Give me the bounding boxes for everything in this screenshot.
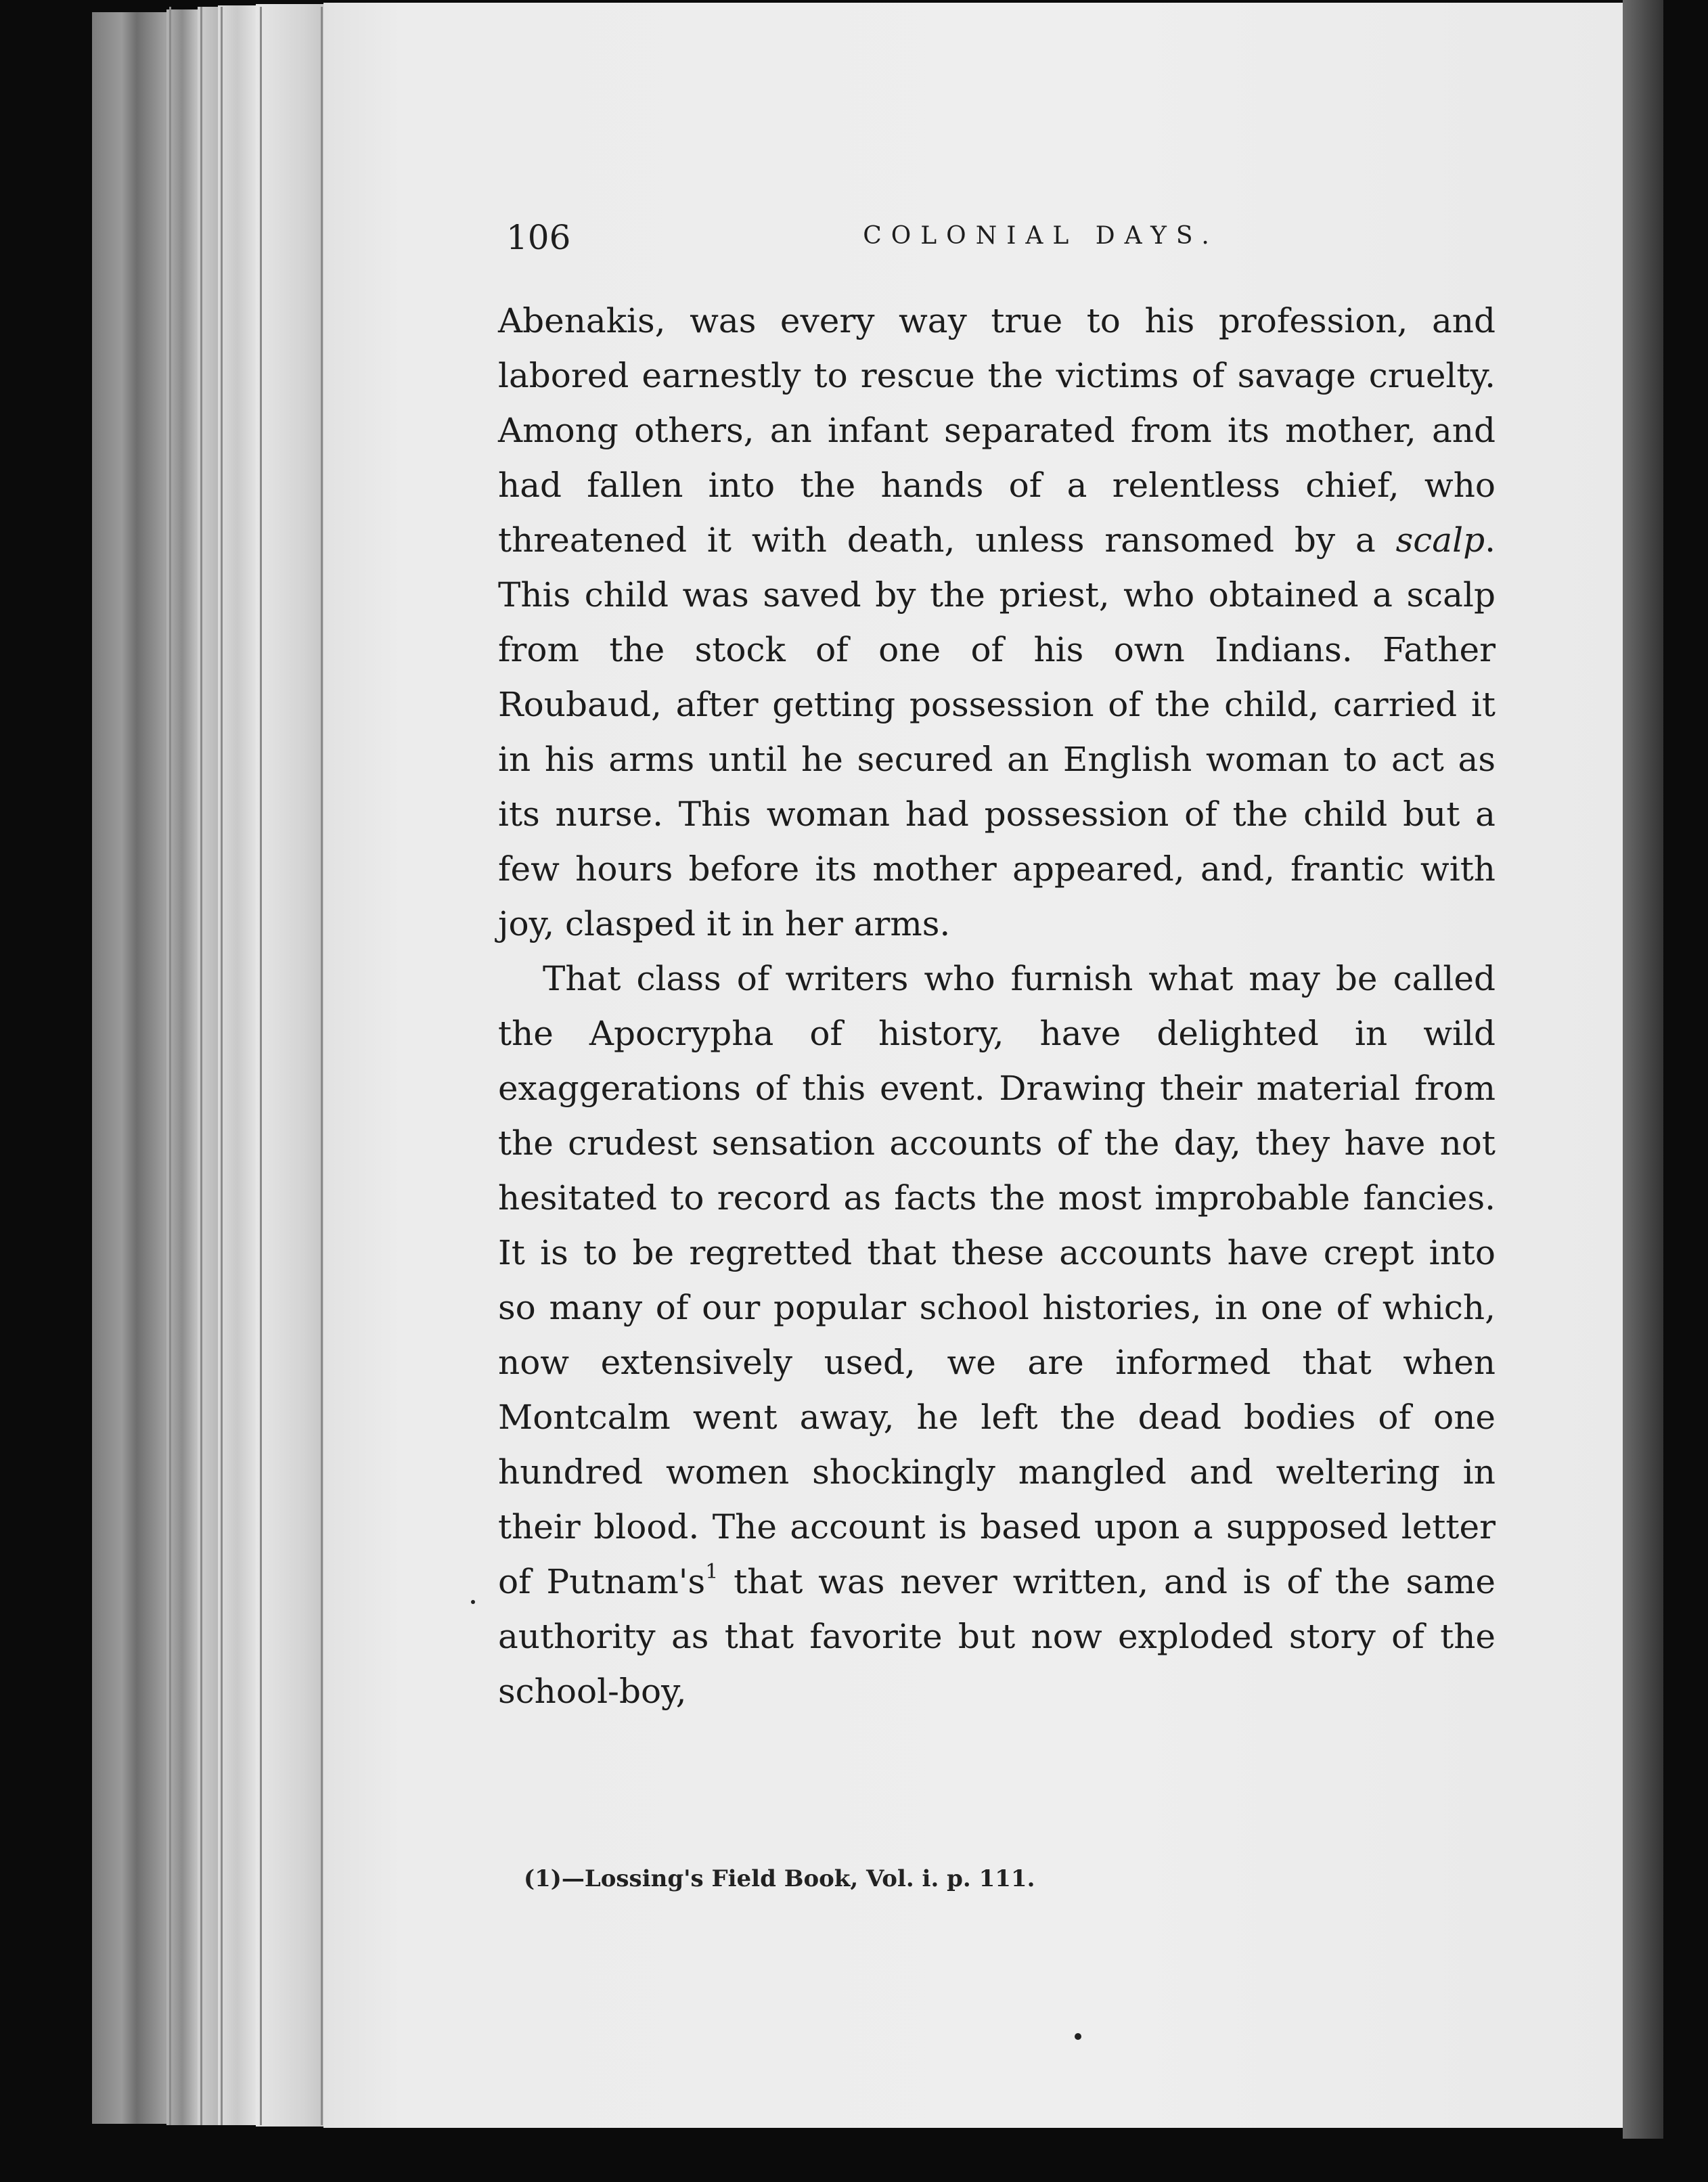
page-right-shadow (1623, 0, 1663, 2139)
page-edge-line (221, 7, 223, 2125)
book-page (323, 3, 1623, 2128)
page-edge-line (321, 7, 323, 2125)
italic-word-scalp: scalp (1395, 520, 1485, 560)
paragraph-1 (498, 294, 1496, 952)
paragraph-1-text: Abenakis, was every way true to his profession, and labored earnestly to rescue the victims of savage cruelty. Among others, an infant separated from its mother, and had fallen into the hands of a relentless chief, who threatened it with death, unless ransomed by a (498, 301, 1496, 560)
page-edge-line (260, 7, 262, 2125)
paragraph-1-text-continued: . This child was saved by the priest, who obtained a scalp from the stock of one of his own Indians. Father Roubaud, after getting possession of the child, carried it in his arms until he secured an English woman to act as its nurse. This woman had possession of the child but a few hours before its mother appeared, and, frantic with joy, clasped it in her arms. (498, 520, 1496, 943)
paragraph-2-text: That class of writers who furnish what may be called the Apocrypha of history, have delighted in wild exaggerations of this event. Drawing their material from the crudest sensation accounts of the day, they have not hesitated to record as facts the most improbable fancies. It is to be regretted that these accounts have crept into so many of our popular school histories, in one of which, now extensively used, we are informed that when Montcalm went away, he left the dead bodies of one hundred women shockingly mangled and weltering in their blood. The account is based upon a supposed letter of Putnam's (498, 959, 1496, 1601)
body-text (498, 294, 1496, 1719)
footnote: (1)—Lossing's Field Book, Vol. i. p. 111. (524, 1865, 1035, 1892)
print-speck (471, 1600, 475, 1604)
footnote-reference: 1 (705, 1560, 719, 1584)
page-edge-stack (92, 12, 166, 2124)
page-header (506, 218, 1562, 272)
page-edge-line (169, 7, 171, 2125)
page-edge-stack (256, 4, 323, 2127)
print-speck (1075, 2033, 1081, 2040)
paragraph-2-text-continued: that was never written, and is of the same authority as that favorite but now exploded story of the school-boy, (498, 1562, 1496, 1711)
running-head: COLONIAL DAYS. (863, 222, 1219, 250)
page-number: 106 (506, 218, 571, 257)
page-edge-stack (218, 5, 256, 2125)
paragraph-2 (498, 952, 1496, 1719)
page-edge-line (200, 7, 202, 2125)
